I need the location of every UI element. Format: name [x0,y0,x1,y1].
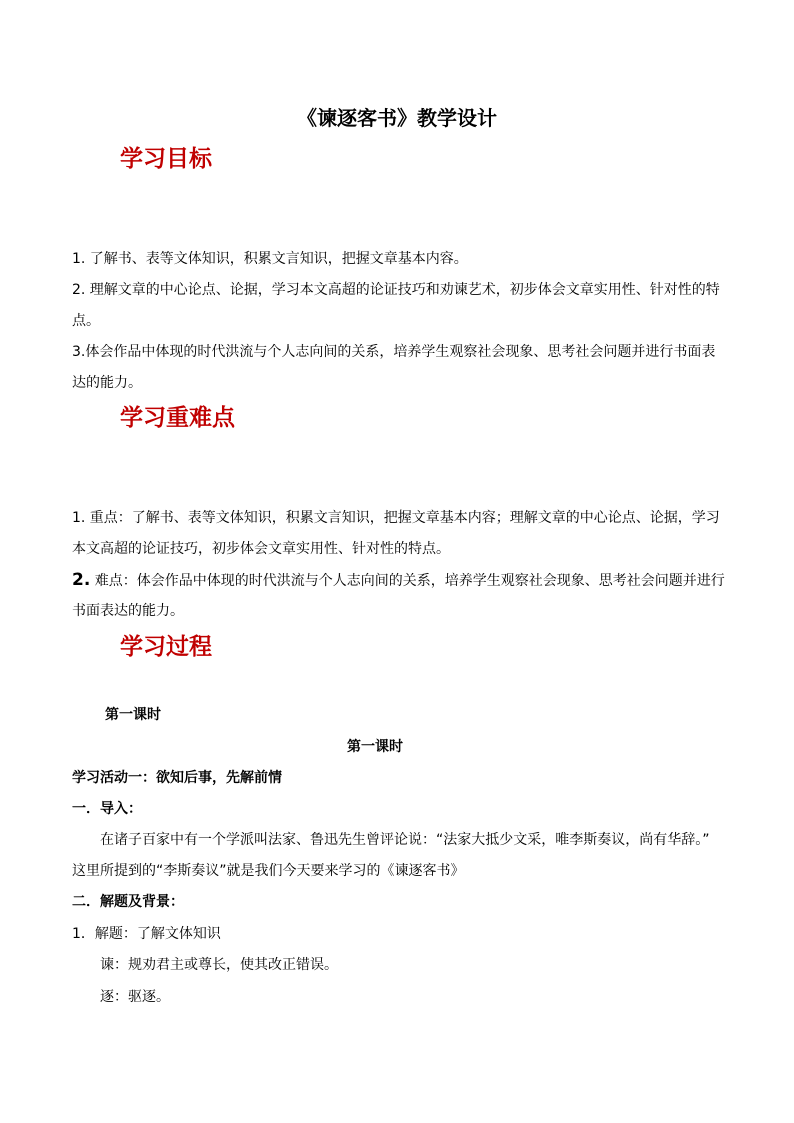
section-heading-goals: 学习目标 [120,146,212,172]
key-point-2-number: 2. [72,570,91,590]
explain-title-line: 1．解题：了解文体知识 [72,926,221,942]
goal-line-3-cont: 达的能力。 [72,375,142,391]
intro-line-1: 在诸子百家中有一个学派叫法家、鲁迅先生曾评论说：“法家大抵少文采，唯李斯奏议，尚有华辞。” [100,832,710,848]
key-point-2-line-1 [72,570,725,591]
definition-jian: 谏：规劝君主或尊长，使其改正错误。 [100,957,338,973]
key-point-2-line-2: 书面表达的能力。 [72,603,184,619]
lesson-label-left: 第一课时 [105,707,161,723]
intro-line-2: 这里所提到的“李斯奏议”就是我们今天要来学习的《谏逐客书》 [72,863,465,879]
section-heading-key-points: 学习重难点 [120,405,235,431]
definition-zhu: 逐：驱逐。 [100,989,170,1005]
intro-heading: 一．导入： [72,801,142,817]
activity-1-heading: 学习活动一：欲知后事，先解前情 [72,770,282,786]
lesson-label-center: 第一课时 [347,739,403,755]
goal-line-2-cont: 点。 [72,313,100,329]
key-point-1-line-1: 1. 重点：了解书、表等文体知识，积累文言知识，把握文章基本内容；理解文章的中心论点、论据，学习 [72,510,720,526]
goal-line-2: 2. 理解文章的中心论点、论据，学习本文高超的论证技巧和劝谏艺术，初步体会文章实用性、针对性的特 [72,282,720,298]
key-point-1-line-2: 本文高超的论证技巧，初步体会文章实用性、针对性的特点。 [72,541,450,557]
goal-line-3: 3.体会作品中体现的时代洪流与个人志向间的关系，培养学生观察社会现象、思考社会问题并进行书面表 [72,344,716,360]
section-heading-process: 学习过程 [120,634,212,660]
key-point-2-text: 难点：体会作品中体现的时代洪流与个人志向间的关系，培养学生观察社会现象、思考社会问题并进行 [90,573,725,589]
document-title: 《谏逐客书》教学设计 [297,106,497,130]
background-heading: 二．解题及背景： [72,894,184,910]
goal-line-1: 1. 了解书、表等文体知识，积累文言知识，把握文章基本内容。 [72,251,468,267]
